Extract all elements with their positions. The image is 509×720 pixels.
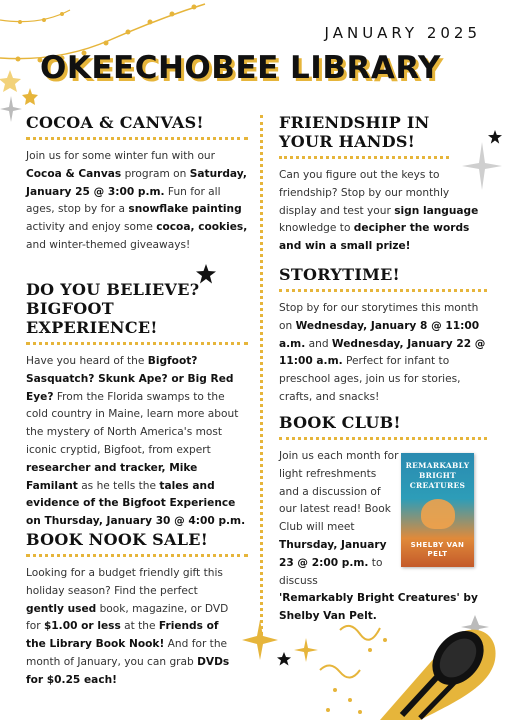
sparkle-star-icon xyxy=(0,96,22,122)
section-heading: FRIENDSHIP IN YOUR HANDS! xyxy=(279,113,430,151)
section-body: Join us for some winter fun with our Cocoa & Canvas program on Saturday, January 25 @ 3:00 p.m. Fun for all ages, stop by for a snowflake painting activity and enjoy some cocoa, cookies, and winter-themed giveaways! xyxy=(26,150,248,251)
section-body: Join us each month for light refreshments and a discussion of our latest read! Book Club will meet Thursday, January 23 @ 2:00 p.m. to discuss 'Remarkably Bright Creatures' by Shelby Van Pelt. xyxy=(279,450,478,623)
book-cover-image xyxy=(401,453,474,567)
dotted-divider xyxy=(279,156,449,159)
section-heading: DO YOU BELIEVE? BIGFOOT EXPERIENCE! xyxy=(26,280,200,337)
section-body: Looking for a budget friendly gift this holiday season? Find the perfect gently used book, magazine, or DVD for $1.00 or less at the Friends of the Library Book Nook! And for the month of January, you can grab DVDs for $0.25 each! xyxy=(26,567,230,686)
book-cover-title: REMARKABLY BRIGHT CREATURES xyxy=(405,461,470,490)
section-heading: BOOK CLUB! xyxy=(279,413,401,432)
dotted-divider xyxy=(26,342,248,345)
section-body: Stop by for our storytimes this month on Wednesday, January 8 @ 11:00 a.m. and Wednesday, January 22 @ 11:00 a.m. Perfect for infant to preschool ages, join us for stories, crafts, and snacks! xyxy=(279,302,486,403)
section-friendship xyxy=(279,113,487,256)
octopus-illustration xyxy=(421,499,455,529)
section-book-nook-sale xyxy=(26,530,248,690)
dotted-divider xyxy=(26,554,248,557)
section-body: Can you figure out the keys to friendship? Stop by our monthly display and test your sign language knowledge to decipher the words and win a small prize! xyxy=(279,169,479,253)
page-title: OKEECHOBEE LIBRARY xyxy=(40,50,441,86)
column-divider xyxy=(260,115,263,635)
section-heading: BOOK NOOK SALE! xyxy=(26,530,209,549)
dotted-divider xyxy=(26,137,248,140)
section-body: Have you heard of the Bigfoot? Sasquatch? Skunk Ape? or Big Red Eye? From the Florida swamps to the cold country in Maine, learn more about the mystery of North America's most iconic cryptid, Bigfoot, from expert researcher and tracker, Mike Familant as he tells the tales and evidence of the Bigfoot Experience on Thursday, January 30 @ 4:00 p.m. xyxy=(26,355,246,528)
book-cover-author: SHELBY VAN PELT xyxy=(410,541,465,558)
section-heading: STORYTIME! xyxy=(279,265,400,284)
dotted-divider xyxy=(279,437,487,440)
section-bigfoot xyxy=(26,280,248,531)
section-cocoa-canvas xyxy=(26,113,248,255)
dotted-divider xyxy=(279,289,487,292)
issue-date: JANUARY 2025 xyxy=(324,24,481,42)
section-storytime xyxy=(279,265,487,407)
section-heading: COCOA & CANVAS! xyxy=(26,113,204,132)
